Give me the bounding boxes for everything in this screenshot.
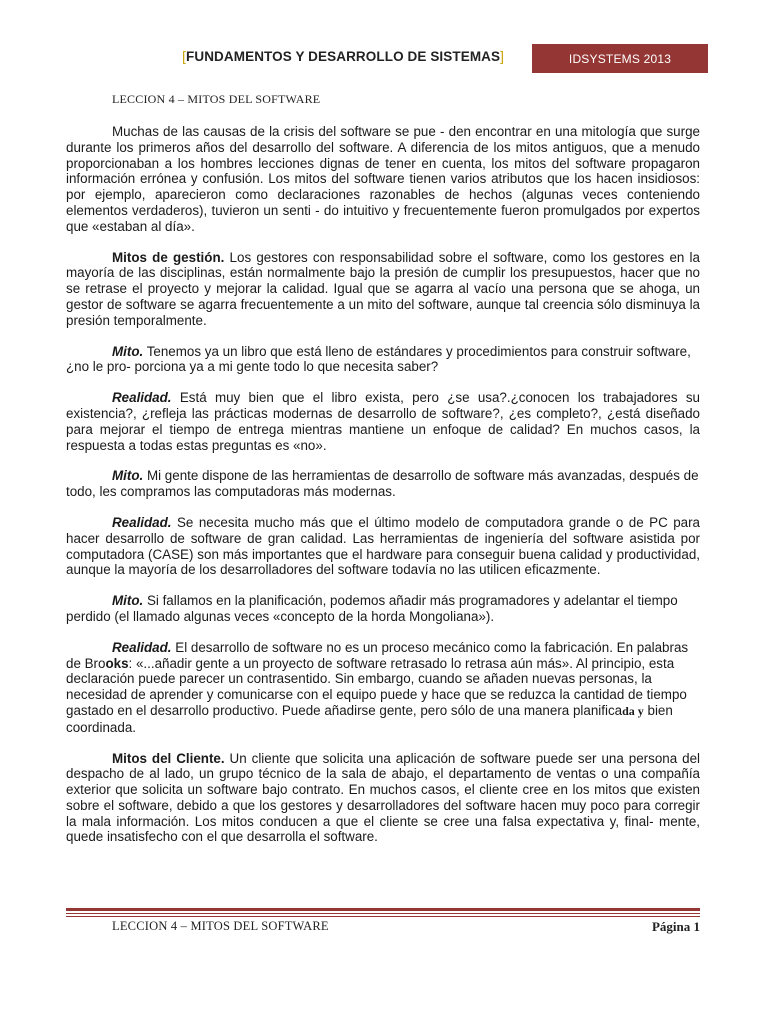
paragraph-lead: Mitos del Cliente. bbox=[112, 750, 225, 766]
header-badge: IDSYSTEMS 2013 bbox=[532, 44, 708, 73]
paragraph-text: Mi gente dispone de las herramientas de desarrollo de software más avanzadas, después de todo, les compramos las computadoras más modernas. bbox=[66, 468, 699, 500]
paragraph-text: Los gestores con responsabilidad sobre el software, como los gestores en la mayoría de las disciplinas, están normalmente bajo la presión de cumplir los presupuestos, hacer que no se retrase el proyecto y mejorar la calidad. Igual que se agarra al vacío una persona que se ahoga, un gestor de software se agarra frecuentemente a un mito del software, aunque tal creencia sólo disminuya la presión temporalmente. bbox=[66, 249, 700, 328]
header-bracket-open: [ bbox=[182, 49, 186, 64]
paragraph-lead: Mitos de gestión. bbox=[112, 249, 225, 265]
paragraph-myth-1 bbox=[66, 344, 700, 376]
paragraph-myth-2 bbox=[66, 468, 700, 500]
paragraph-text: Un cliente que solicita una aplicación de software puede ser una persona del despacho de al lado, un grupo técnico de la sala de abajo, el departamento de ventas o una compañía exterior que solicita un software bajo contrato. En muchos casos, el cliente cree en los mitos que existen sobre el software, debido a que los gestores y desarrolladores del software hacen muy poco para corregir la mala información. Los mitos conducen a que el cliente se cree una falsa expectativa y, final- mente, quede insatisfecho con el que desarrolla el software. bbox=[66, 750, 700, 845]
paragraph-text: Tenemos ya un libro que está lleno de estándares y procedimientos para construir software, ¿no le pro- porciona ya a mi gente todo lo que necesita saber? bbox=[66, 343, 691, 375]
footer-rule-thick bbox=[66, 908, 700, 911]
document-body bbox=[66, 124, 700, 845]
paragraph-text: : «...añadir gente a un proyecto de software retrasado lo retrasa aún más». Al principio, esta declaración puede parecer un contrasentido. Sin embargo, cuando se añaden nuevas personas, la necesidad de aprender y comunicarse con el equipo puede y hace que se reduzca la cantidad de tiempo gastado en el desarrollo productivo. Puede añadirse gente, pero sólo de una manera planifica bbox=[66, 655, 687, 718]
lesson-heading: LECCION 4 – MITOS DEL SOFTWARE bbox=[112, 92, 321, 106]
paragraph-reality-1 bbox=[66, 390, 700, 453]
paragraph-text: Muchas de las causas de la crisis del software se pue - den encontrar en una mitología que surge durante los primeros años del desarrollo del software. A diferencia de los mitos antiguos, que a menudo proporcionaban a los hombres lecciones dignas de tener en cuenta, los mitos del software propagaron información errónea y confusión. Los mitos del software tienen varios atributos que los hacen insidiosos: por ejemplo, aparecieron como declaraciones razonables de hechos (algunas veces conteniendo elementos verdaderos), tuvieron un senti - do intuitivo y frecuentemente fueron promulgados por expertos que «estaban al día». bbox=[66, 124, 700, 234]
header-title bbox=[182, 49, 504, 64]
paragraph-lead: Realidad. bbox=[112, 514, 172, 530]
paragraph-text: El desarrollo de software no es un proceso mecánico como la fabricación. En palabras de Bro bbox=[66, 639, 689, 671]
header-bracket-close: ] bbox=[500, 49, 504, 64]
page-header bbox=[66, 44, 708, 73]
paragraph-text: bien coordinada. bbox=[66, 702, 673, 735]
paragraph-reality-2 bbox=[66, 515, 700, 578]
footer-rule bbox=[66, 908, 700, 917]
paragraph-lead: Realidad. bbox=[112, 390, 172, 406]
paragraph-lead: Mito. bbox=[112, 593, 144, 609]
paragraph-lead: Mito. bbox=[112, 468, 144, 484]
paragraph-text: Está muy bien que el libro exista, pero ¿se usa?.¿conocen los trabajadores su existencia?, ¿refleja las prácticas modernas de desarrollo de software?, ¿es completo?, ¿está diseñado para mejorar el tiempo de entrega mientras mantiene un enfoque de calidad? En muchos casos, la respuesta a todas estas preguntas es «no». bbox=[66, 390, 700, 453]
paragraph-text-bold: oks bbox=[105, 655, 129, 671]
footer-rule-thin bbox=[66, 916, 700, 917]
paragraph-text: Si fallamos en la planificación, podemos añadir más programadores y adelantar el tiempo perdido (el llamado algunas veces «concepto de la horda Mongoliana»). bbox=[66, 593, 678, 624]
footer-rule-thin bbox=[66, 913, 700, 914]
paragraph-client-myths bbox=[66, 751, 700, 846]
paragraph-text: Se necesita mucho más que el último modelo de computadora grande o de PC para hacer desarrollo de software de gran calidad. Las herramientas de ingeniería del software asistida por computadora (CASE) son más importantes que el hardware para conseguir buena calidad y productividad, aunque la mayoría de los desarrolladores del software todavía no las utilicen eficazmente. bbox=[66, 514, 700, 578]
header-title-text: FUNDAMENTOS Y DESARROLLO DE SISTEMAS bbox=[186, 49, 501, 64]
paragraph-text-bold: da y bbox=[622, 703, 644, 718]
paragraph-management-myths bbox=[66, 250, 700, 329]
paragraph-intro bbox=[66, 124, 700, 235]
footer-page-number: Página 1 bbox=[651, 919, 700, 934]
paragraph-lead: Realidad. bbox=[112, 639, 172, 655]
paragraph-reality-3 bbox=[66, 640, 700, 736]
paragraph-lead: Mito. bbox=[112, 343, 144, 359]
paragraph-myth-3 bbox=[66, 593, 700, 625]
footer-lesson-title: LECCION 4 – MITOS DEL SOFTWARE bbox=[112, 919, 329, 933]
